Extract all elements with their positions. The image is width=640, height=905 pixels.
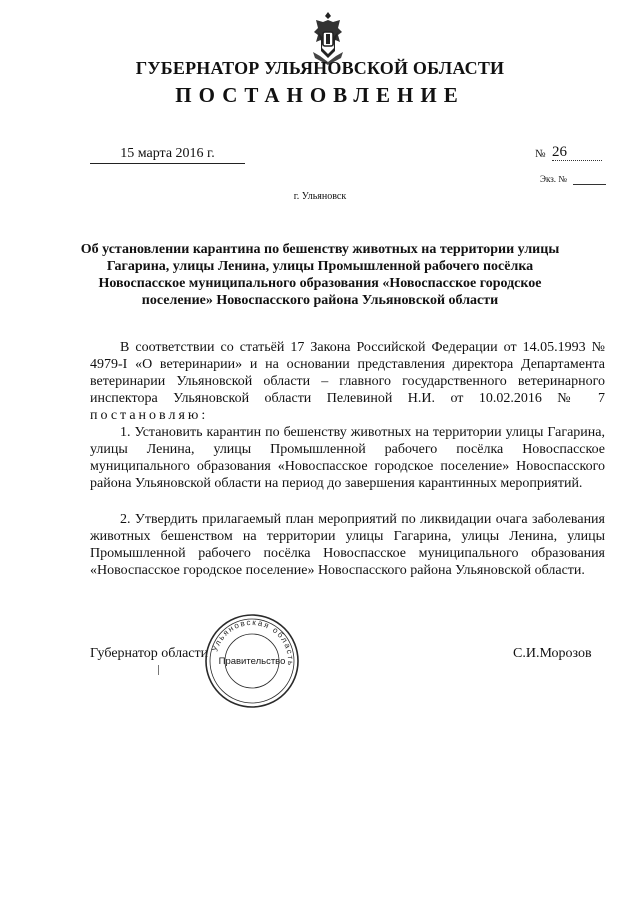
- signatory-position: Губернатор области: [90, 646, 209, 661]
- signature-mark: [158, 665, 159, 675]
- issuer-title: ГУБЕРНАТОР УЛЬЯНОВСКОЙ ОБЛАСТИ: [135, 58, 505, 78]
- official-seal-stamp: [203, 612, 301, 710]
- copy-number-label: Экз. №: [540, 174, 567, 184]
- preamble-paragraph: [90, 339, 605, 424]
- preamble-text: В соответствии со статьёй 17 Закона Российской Федерации от 14.05.1993 № 4979-I «О ветеринарии» и на основании представления директора Департамента ветеринарии Ульяновской области – главного государственного ветеринарного инспектора Ульяновской области Пелевиной Н.И. от 10.02.2016 № 7: [90, 340, 605, 406]
- decree-word: постановляю:: [90, 408, 209, 423]
- number-sign: №: [535, 148, 546, 160]
- document-subject: Об установлении карантина по бешенству животных на территории улицы Гагарина, улицы Ленина, улицы Промышленной рабочего посёлка Новоспасское муниципального образования «Новоспасское городское поселение» Новоспасского района Ульяновской области: [80, 242, 560, 308]
- decree-item-2: 2. Утвердить прилагаемый план мероприятий по ликвидации очага заболевания животных бешенством на территории улицы Гагарина, улицы Ленина, улицы Промышленной рабочего посёлка Новоспасское муниципального образования «Новоспасское городское поселение» Новоспасского района Ульяновской области.: [90, 512, 605, 578]
- stamp-center-text: Правительство: [218, 656, 286, 667]
- signatory-name: С.И.Морозов: [513, 646, 592, 661]
- copy-number-line: [573, 184, 606, 185]
- document-type: ПОСТАНОВЛЕНИЕ: [175, 83, 465, 107]
- document-number: 26: [552, 144, 602, 161]
- decree-item-1: 1. Установить карантин по бешенству животных на территории улицы Гагарина, улицы Ленина, улицы Промышленной рабочего посёлка Новоспасское муниципального образования «Новоспасское городское поселение» Новоспасского района Ульяновской области на период до завершения карантинных мероприятий.: [90, 425, 605, 491]
- city-name: г. Ульяновск: [293, 191, 347, 202]
- stamp-ring-text: Ульяновская область: [210, 617, 296, 668]
- document-date: 15 марта 2016 г.: [90, 146, 245, 164]
